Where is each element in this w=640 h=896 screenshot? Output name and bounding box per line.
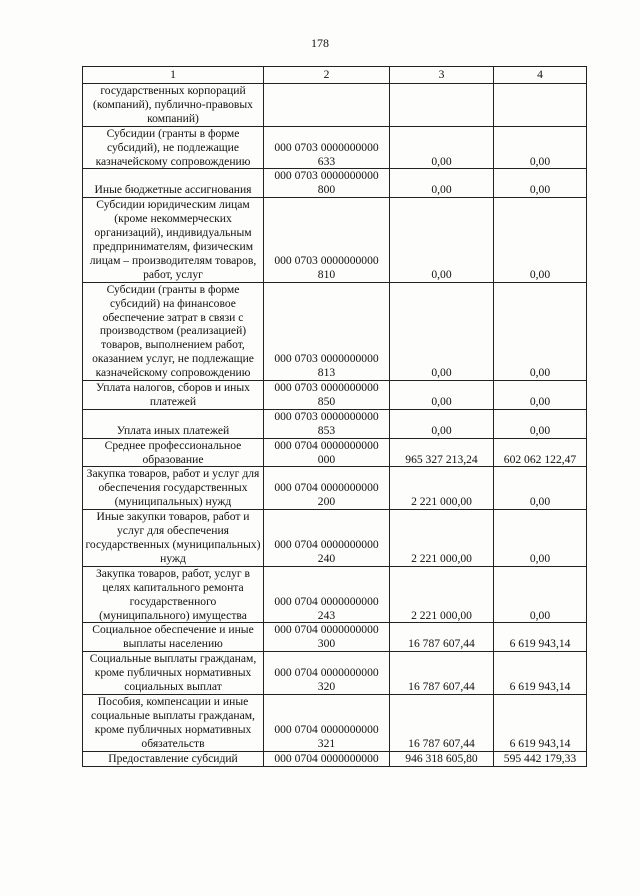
row-name-cell: Среднее профессиональное образование [83,438,264,467]
row-value-col4: 0,00 [494,566,587,623]
row-name-cell: Уплата налогов, сборов и иных платежей [83,381,264,410]
row-name-cell: Предоставление субсидий [83,751,264,766]
row-name-cell: Уплата иных платежей [83,409,264,438]
row-value-col4: 0,00 [494,198,587,282]
table-row [83,694,587,751]
row-code-cell [264,84,390,127]
row-name-cell: Закупка товаров, работ, услуг в целях капитального ремонта государственного (муниципального) имущества [83,566,264,623]
row-value-col3: 16 787 607,44 [390,652,494,695]
row-code-cell: 000 0703 0000000000 810 [264,198,390,282]
row-value-col4: 0,00 [494,282,587,380]
row-code-cell: 000 0703 0000000000 850 [264,381,390,410]
row-name-cell: государственных корпораций (компаний), публично-правовых компаний) [83,84,264,127]
row-code-cell: 000 0703 0000000000 800 [264,169,390,198]
row-value-col4: 0,00 [494,169,587,198]
table-row [83,510,587,567]
table-row [83,438,587,467]
row-value-col3: 0,00 [390,169,494,198]
row-value-col4: 0,00 [494,510,587,567]
row-value-col3: 16 787 607,44 [390,694,494,751]
column-header: 1 [83,67,264,84]
row-value-col3: 0,00 [390,198,494,282]
row-value-col3: 0,00 [390,409,494,438]
table-row [83,198,587,282]
row-value-col3: 2 221 000,00 [390,467,494,510]
row-name-cell: Субсидии (гранты в форме субсидий) на финансовое обеспечение затрат в связи с производством (реализацией) товаров, выполнением работ, оказанием услуг, не подлежащие казначейскому сопровождению [83,282,264,380]
row-code-cell: 000 0704 0000000000 243 [264,566,390,623]
row-name-cell: Субсидии (гранты в форме субсидий), не подлежащие казначейскому сопровождению [83,126,264,169]
table-row [83,381,587,410]
row-name-cell: Социальные выплаты гражданам, кроме публичных нормативных социальных выплат [83,652,264,695]
row-value-col3: 2 221 000,00 [390,510,494,567]
row-code-cell: 000 0704 0000000000 200 [264,467,390,510]
row-value-col4: 6 619 943,14 [494,652,587,695]
row-name-cell: Социальное обеспечение и иные выплаты населению [83,623,264,652]
row-code-cell: 000 0703 0000000000 633 [264,126,390,169]
table-row [83,126,587,169]
table-row [83,566,587,623]
table-row [83,169,587,198]
row-name-cell: Пособия, компенсации и иные социальные выплаты гражданам, кроме публичных нормативных обязательств [83,694,264,751]
row-value-col3: 0,00 [390,381,494,410]
row-value-col3 [390,84,494,127]
table-row [83,282,587,380]
column-header: 3 [390,67,494,84]
table-row [83,751,587,766]
row-code-cell: 000 0704 0000000000 240 [264,510,390,567]
row-value-col4: 595 442 179,33 [494,751,587,766]
row-code-cell: 000 0704 0000000000 [264,751,390,766]
row-value-col4: 0,00 [494,381,587,410]
row-name-cell: Иные бюджетные ассигнования [83,169,264,198]
row-value-col3: 0,00 [390,282,494,380]
row-code-cell: 000 0704 0000000000 320 [264,652,390,695]
row-value-col4: 602 062 122,47 [494,438,587,467]
column-header: 4 [494,67,587,84]
row-value-col3: 16 787 607,44 [390,623,494,652]
row-code-cell: 000 0703 0000000000 813 [264,282,390,380]
table-row [83,623,587,652]
row-code-cell: 000 0704 0000000000 321 [264,694,390,751]
table-row [83,467,587,510]
table-header-row [83,67,587,84]
table-row [83,409,587,438]
row-value-col3: 946 318 605,80 [390,751,494,766]
row-code-cell: 000 0704 0000000000 000 [264,438,390,467]
row-value-col4: 0,00 [494,409,587,438]
row-name-cell: Иные закупки товаров, работ и услуг для обеспечения государственных (муниципальных) нужд [83,510,264,567]
row-value-col4: 0,00 [494,467,587,510]
column-header: 2 [264,67,390,84]
row-code-cell: 000 0703 0000000000 853 [264,409,390,438]
row-value-col3: 2 221 000,00 [390,566,494,623]
row-name-cell: Закупка товаров, работ и услуг для обеспечения государственных (муниципальных) нужд [83,467,264,510]
row-code-cell: 000 0704 0000000000 300 [264,623,390,652]
row-name-cell: Субсидии юридическим лицам (кроме некоммерческих организаций), индивидуальным предпринимателям, физическим лицам – производителям товаров, работ, услуг [83,198,264,282]
row-value-col3: 965 327 213,24 [390,438,494,467]
table-row [83,652,587,695]
row-value-col4 [494,84,587,127]
row-value-col4: 6 619 943,14 [494,623,587,652]
budget-table [82,66,587,767]
row-value-col4: 0,00 [494,126,587,169]
table-row [83,84,587,127]
page-number: 178 [311,36,329,50]
row-value-col3: 0,00 [390,126,494,169]
row-value-col4: 6 619 943,14 [494,694,587,751]
